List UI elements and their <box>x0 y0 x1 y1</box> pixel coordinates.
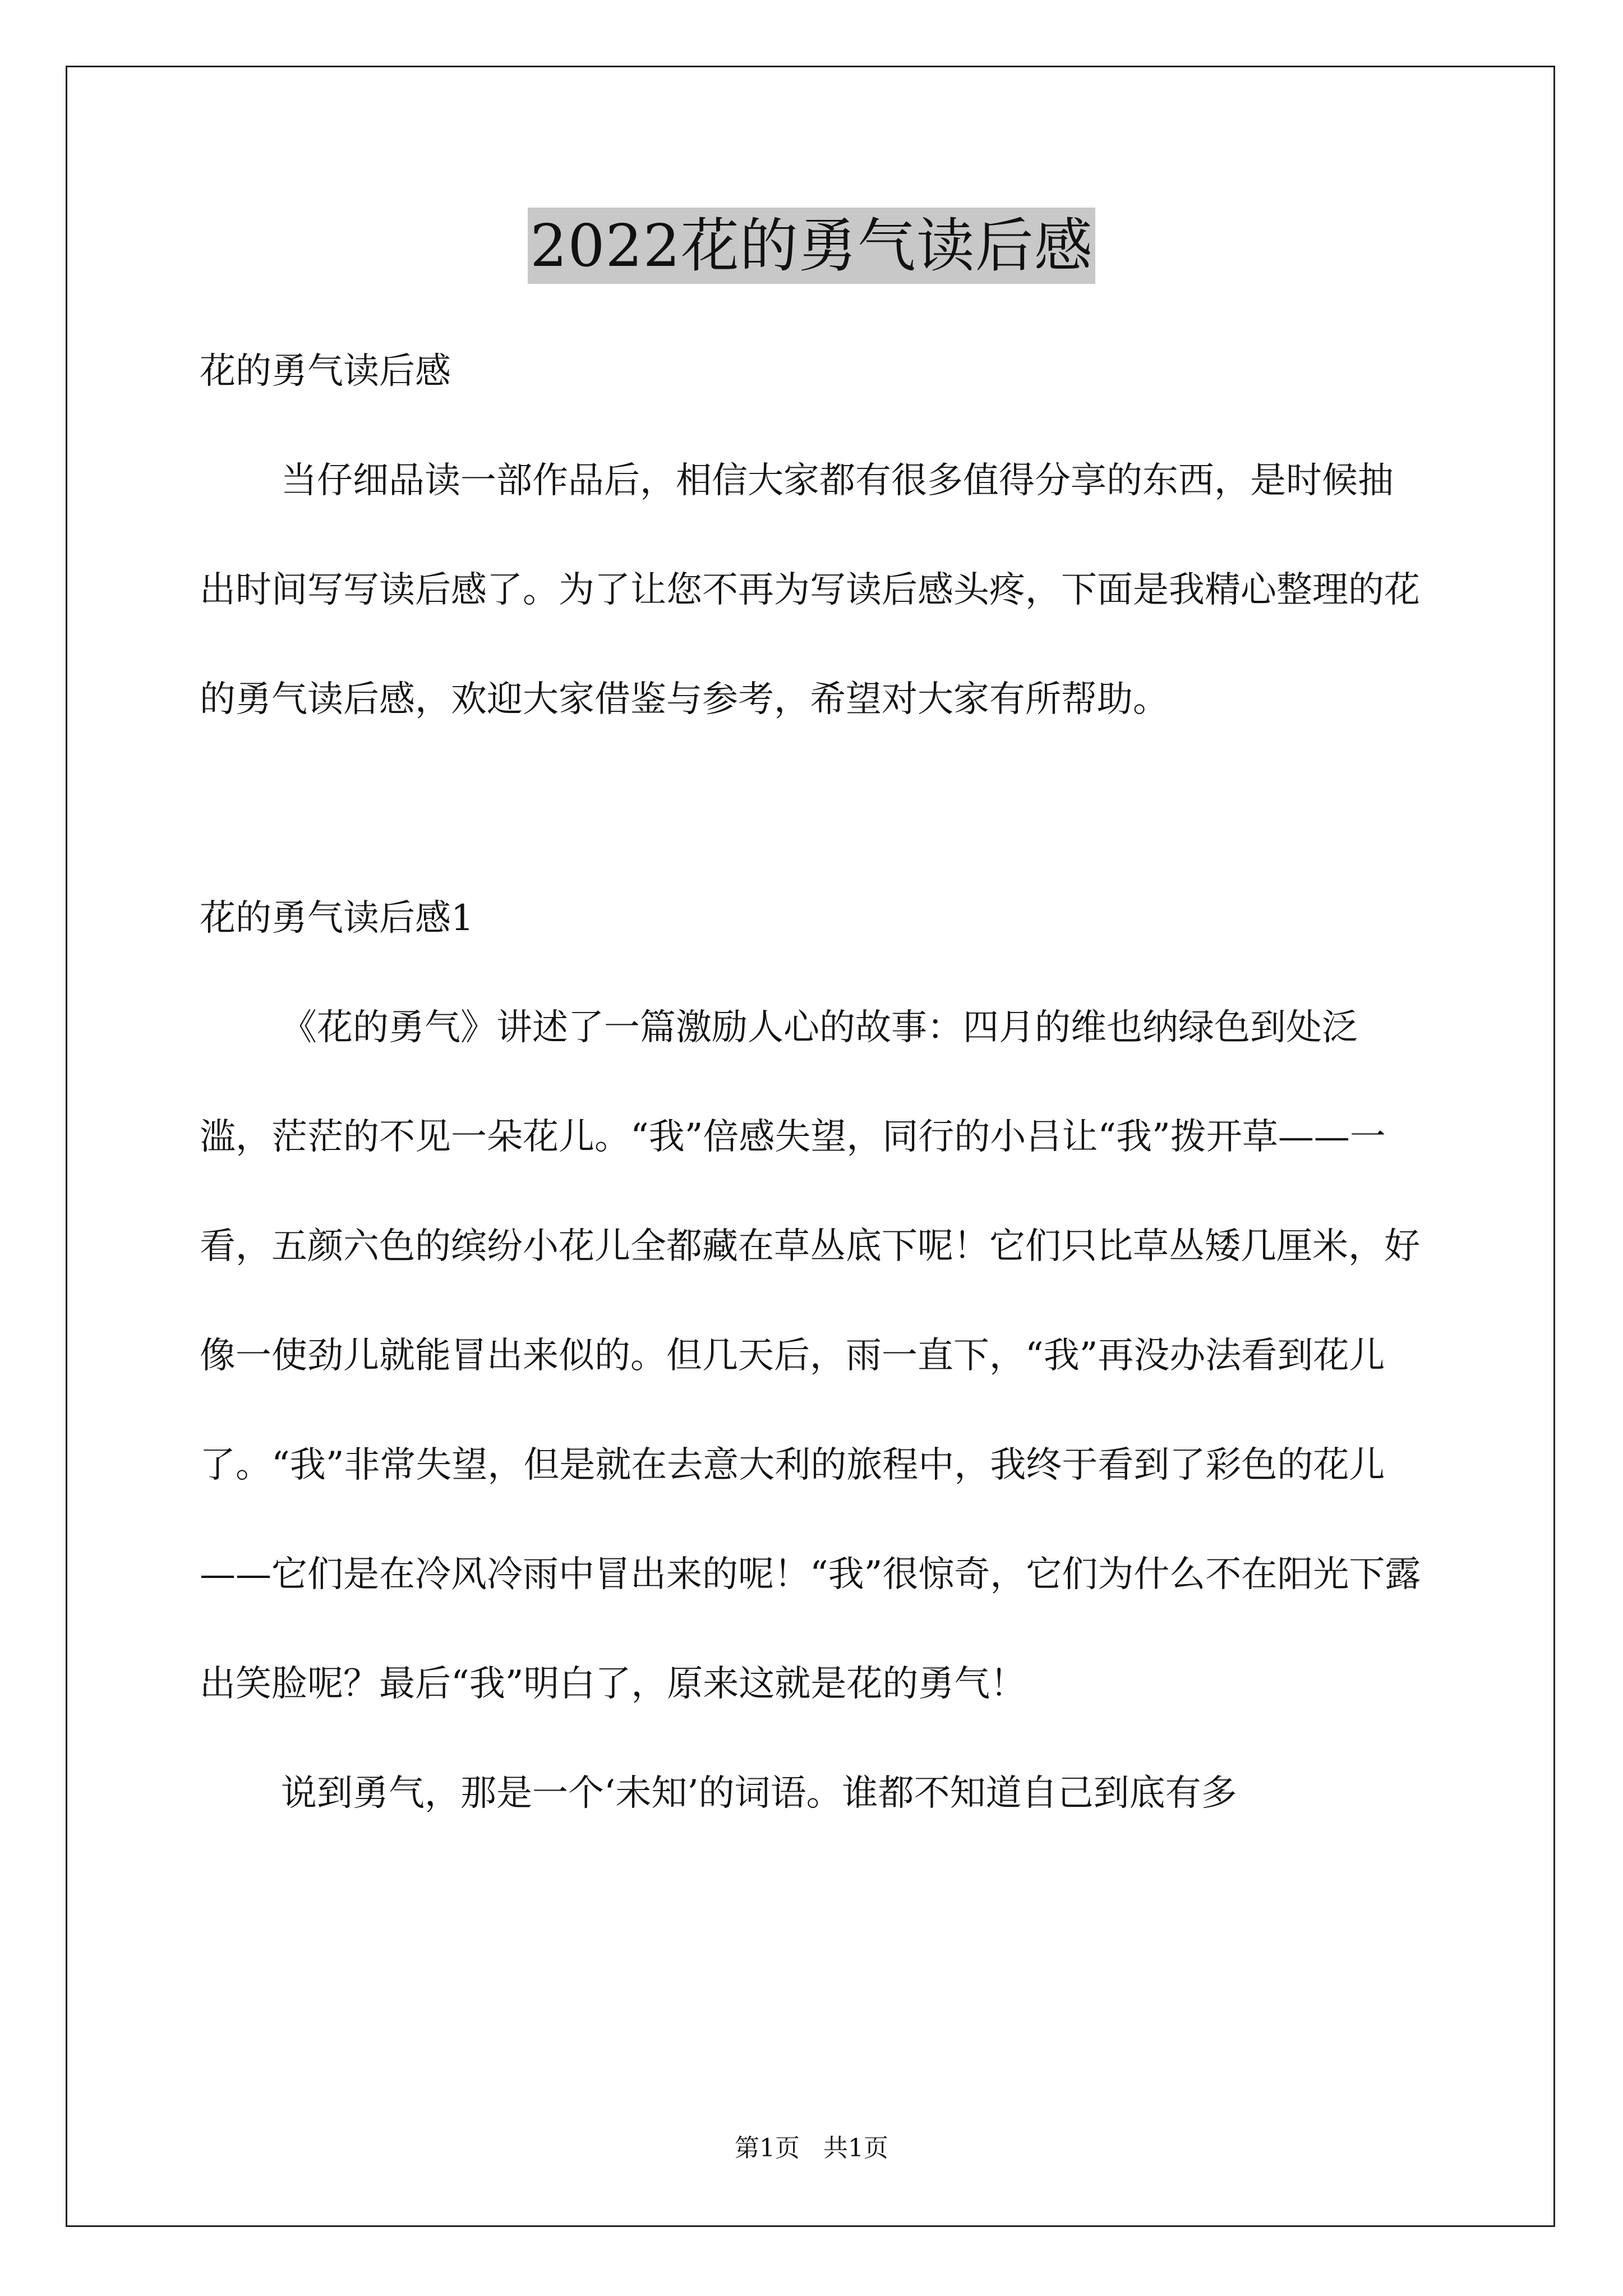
document-body <box>200 317 1422 1848</box>
blank-line <box>200 754 1422 864</box>
section-1-paragraph-2: 说到勇气，那是一个‘未知’的词语。谁都不知道自己到底有多 <box>281 1773 1237 1814</box>
intro-heading: 花的勇气读后感 <box>200 351 451 392</box>
intro-paragraph: 当仔细品读一部作品后，相信大家都有很多值得分享的东西，是时候抽出时间写写读后感了。为了让您不再为写读后感头疼，下面是我精心整理的花的勇气读后感，欢迎大家借鉴与参考，希望对大家有所帮助。 <box>200 460 1420 720</box>
page-number: 第1页 共1页 <box>735 2134 888 2162</box>
page-footer <box>0 2132 1623 2165</box>
section-1-heading: 花的勇气读后感1 <box>200 898 474 939</box>
section-1-paragraph-1: 《花的勇气》讲述了一篇激励人心的故事：四月的维也纳绿色到处泛滥，茫茫的不见一朵花儿。“我”倍感失望，同行的小吕让“我”拨开草——一看，五颜六色的缤纷小花儿全都藏在草丛底下呢！它们只比草丛矮几厘米，好像一使劲儿就能冒出来似的。但几天后，雨一直下，“我”再没办法看到花儿了。“我”非常失望，但是就在去意大利的旅程中，我终于看到了彩色的花儿——它们是在冷风冷雨中冒出来的呢！“我”很惊奇，它们为什么不在阳光下露出笑脸呢？最后“我”明白了，原来这就是花的勇气！ <box>200 1007 1421 1705</box>
title-container <box>0 208 1623 284</box>
document-title: 2022花的勇气读后感 <box>528 208 1095 284</box>
